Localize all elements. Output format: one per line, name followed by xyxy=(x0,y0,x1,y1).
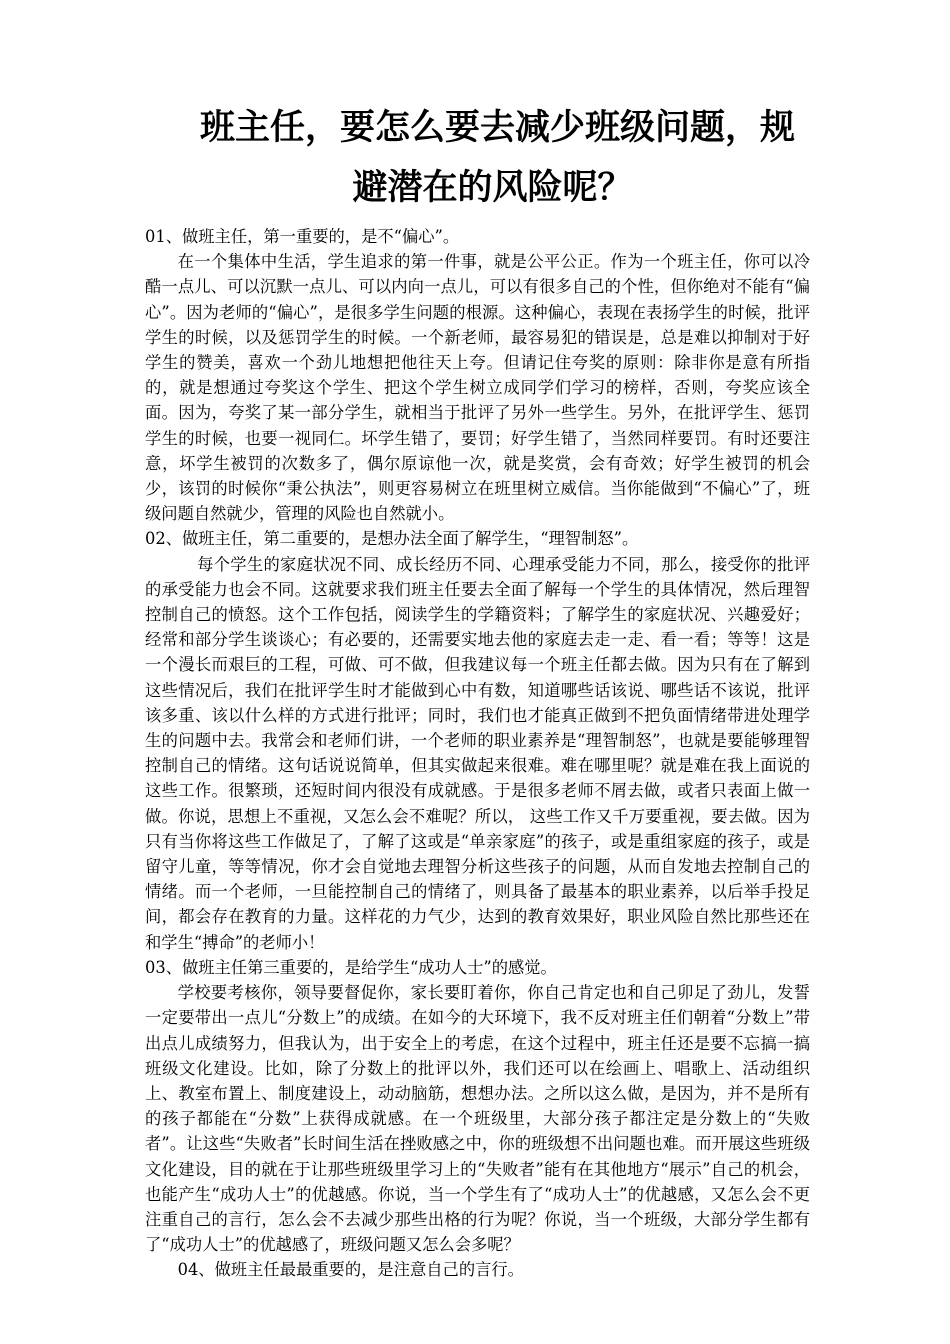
title-line-1: 班主任，要怎么要去减少班级问题，规 xyxy=(199,107,795,148)
section-2-heading: 02、做班主任，第二重要的，是想办法全面了解学生，“理智制怒”。 xyxy=(145,529,639,549)
section-3-heading: 03、做班主任第三重要的，是给学生“成功人士”的感觉。 xyxy=(145,957,557,977)
document-page xyxy=(145,98,810,1283)
section-4-heading: 04、做班主任最最重要的，是注意自己的言行。 xyxy=(177,1260,524,1280)
article-body xyxy=(145,224,810,1283)
page-title xyxy=(145,98,810,218)
section-2-paragraph: 每个学生的家庭状况不同、成长经历不同、心理承受能力不同，那么，接受你的批评的承受能力也会不同。这就要求我们班主任要去全面了解每一个学生的具体情况，然后理智控制自己的愤怒。这个工作包括，阅读学生的学籍资料；了解学生的家庭状况、兴趣爱好；经常和部分学生谈谈心；有必要的，还需要实地去他的家庭去走一走、看一看；等等！这是一个漫长而艰巨的工程，可做、可不做，但我建议每一个班主任都去做。因为只有在了解到这些情况后，我们在批评学生时才能做到心中有数，知道哪些话该说、哪些话不该说，批评该多重、该以什么样的方式进行批评；同时，我们也才能真正做到不把负面情绪带进处理学生的问题中去。我常会和老师们讲，一个老师的职业素养是“理智制怒”，也就是要能够理智控制自己的情绪。这句话说说简单，但其实做起来很难。难在哪里呢？就是难在我上面说的这些工作。很繁琐，还短时间内很没有成就感。于是很多老师不屑去做，或者只表面上做一做。你说，思想上不重视，又怎么会不难呢？所以， 这些工作又千万要重视，要去做。因为只有当你将这些工作做足了，了解了这或是“单亲家庭”的孩子，或是重组家庭的孩子，或是留守儿童，等等情况，你才会自觉地去理智分析这些孩子的问题，从而自发地去控制自己的情绪。而一个老师，一旦能控制自己的情绪了，则具备了最基本的职业素养，以后举手投足间，都会存在教育的力量。这样花的力气少，达到的教育效果好，职业风险自然比那些还在和学生“搏命”的老师小！ xyxy=(145,554,810,952)
section-1-paragraph: 在一个集体中生活，学生追求的第一件事，就是公平公正。作为一个班主任，你可以冷酷一点儿、可以沉默一点儿、可以内向一点儿，可以有很多自己的个性，但你绝对不能有“偏心”。因为老师的“偏心”，是很多学生问题的根源。这种偏心，表现在表扬学生的时候，批评学生的时候，以及惩罚学生的时候。一个新老师，最容易犯的错误是，总是难以抑制对于好学生的赞美，喜欢一个劲儿地想把他往天上夸。但请记住夸奖的原则：除非你是意有所指的，就是想通过夸奖这个学生、把这个学生树立成同学们学习的榜样，否则，夸奖应该全面。因为，夸奖了某一部分学生，就相当于批评了另外一些学生。另外，在批评学生、惩罚学生的时候，也要一视同仁。坏学生错了，要罚；好学生错了，当然同样要罚。有时还要注意，坏学生被罚的次数多了，偶尔原谅他一次，就是奖赏，会有奇效；好学生被罚的机会少，该罚的时候你“秉公执法”，则更容易树立在班里树立威信。当你能做到“不偏心”了，班级问题自然就少，管理的风险也自然就小。 xyxy=(145,252,810,524)
title-line-2: 避潜在的风险呢？ xyxy=(352,167,633,208)
section-1-heading: 01、做班主任，第一重要的，是不“偏心”。 xyxy=(145,227,460,246)
section-3-paragraph: 学校要考核你，领导要督促你，家长要盯着你，你自己肯定也和自己卯足了劲儿，发誓一定要带出一点儿“分数上”的成绩。在如今的大环境下，我不反对班主任们朝着“分数上”带出点儿成绩努力，但我认为，出于安全上的考虑，在这个过程中，班主任还是要不忘搞一搞班级文化建设。比如，除了分数上的批评以外，我们还可以在绘画上、唱歌上、活动组织上、教室布置上、制度建设上，动动脑筋，想想办法。之所以这么做，是因为，并不是所有的孩子都能在“分数”上获得成就感。在一个班级里，大部分孩子都注定是分数上的“失败者”。让这些“失败者”长时间生活在挫败感之中，你的班级想不出问题也难。而开展这些班级文化建设，目的就在于让那些班级里学习上的“失败者”能有在其他地方“展示”自己的机会，也能产生“成功人士”的优越感。你说，当一个学生有了“成功人士”的优越感，又怎么会不更注重自己的言行，怎么会不去减少那些出格的行为呢？你说，当一个班级，大部分学生都有了“成功人士”的优越感了，班级问题又怎么会多呢？ xyxy=(145,983,810,1255)
